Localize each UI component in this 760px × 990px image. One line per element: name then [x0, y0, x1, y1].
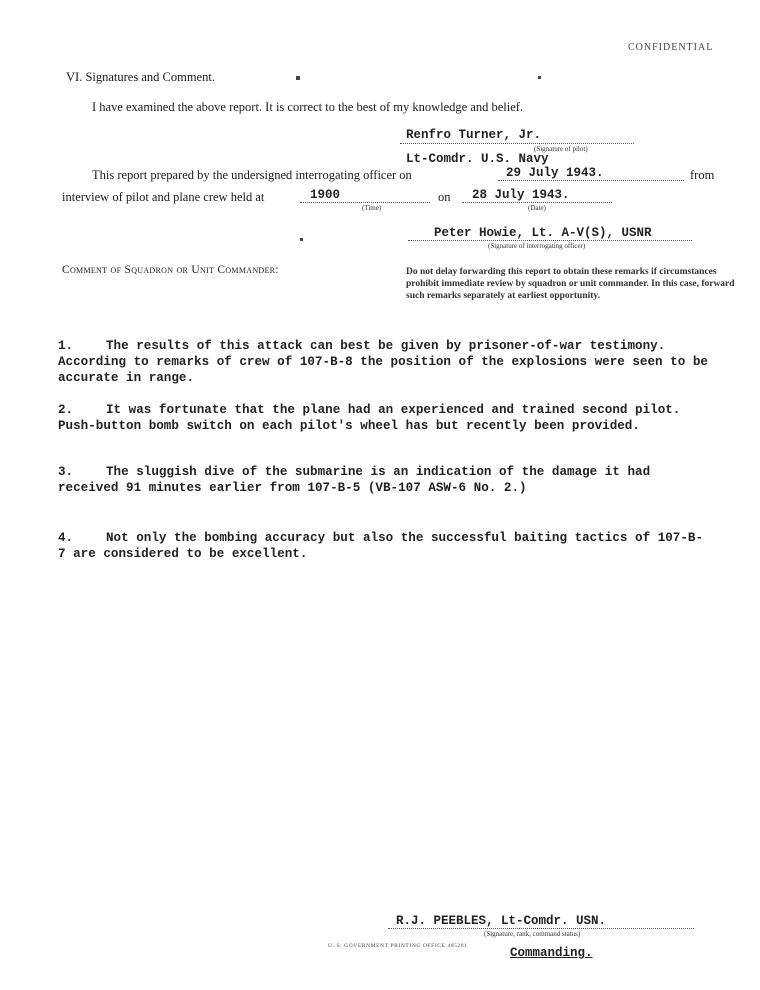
paragraph-4 [58, 530, 708, 562]
paragraph-1 [58, 338, 708, 386]
paragraph-number: 3. [58, 465, 74, 479]
prepared-by-text: This report prepared by the undersigned interrogating officer on [92, 168, 412, 182]
commander-comment-label: Comment of Squadron or Unit Commander: [62, 264, 279, 276]
interview-date: 28 July 1943. [472, 188, 570, 202]
paragraph-3 [58, 464, 708, 496]
paragraph-2 [58, 402, 708, 434]
paragraph-text: The sluggish dive of the submarine is an indication of the damage it had received 91 minutes earlier from 107-B-5 (VB-107 ASW-6 No. 2.) [58, 465, 651, 495]
paragraph-text: The results of this attack can best be given by prisoner-of-war testimony. According to remarks of crew of 107-B-8 the position of the explosions were seen to be accurate in range. [58, 339, 708, 385]
officer-signature-caption: (Signature of interrogating officer) [488, 242, 586, 250]
time-caption: (Time) [362, 204, 382, 212]
interview-date-line [462, 202, 612, 203]
interview-time-line [300, 202, 430, 203]
pilot-signature: Renfro Turner, Jr. [406, 128, 542, 142]
paragraph-text: Not only the bombing accuracy but also the successful baiting tactics of 107-B-7 are considered to be excellent. [58, 531, 704, 561]
pilot-signature-caption: (Signature of pilot) [534, 145, 588, 153]
date-caption: (Date) [528, 204, 546, 212]
interview-text: interview of pilot and plane crew held at [62, 190, 265, 204]
prepared-date: 29 July 1943. [506, 166, 604, 180]
mark-speck [296, 76, 300, 80]
commander-signature-line [388, 928, 694, 929]
forwarding-instruction: Do not delay forwarding this report to obtain these remarks if circumstances prohibit immediate review by squadron or unit commander. In this case, forward such remarks separately at earliest opportunity. [406, 267, 735, 301]
commanding-title: Commanding. [510, 946, 593, 960]
officer-signature-line [408, 240, 692, 241]
from-text: from [690, 168, 715, 182]
interview-time: 1900 [310, 188, 341, 202]
pilot-rank: Lt-Comdr. U.S. Navy [406, 152, 549, 166]
mark-speck [538, 76, 541, 79]
prepared-date-line [498, 180, 684, 181]
printing-office-imprint: U. S. GOVERNMENT PRINTING OFFICE 485281 [328, 943, 468, 949]
on-text: on [438, 190, 451, 204]
certification-statement: I have examined the above report. It is correct to the best of my knowledge and belief. [92, 100, 524, 114]
pilot-signature-line [400, 143, 634, 144]
mark-speck [300, 238, 303, 241]
paragraph-text: It was fortunate that the plane had an experienced and trained second pilot. Push-button bomb switch on each pilot's wheel has but recently been provided. [58, 403, 681, 433]
section-heading: VI. Signatures and Comment. [66, 70, 215, 84]
paragraph-number: 1. [58, 339, 74, 353]
commander-signature: R.J. PEEBLES, Lt-Comdr. USN. [396, 914, 607, 928]
officer-signature: Peter Howie, Lt. A-V(S), USNR [434, 226, 652, 240]
commander-signature-caption: (Signature, rank, command status) [484, 930, 581, 938]
paragraph-number: 2. [58, 403, 74, 417]
classification-stamp: CONFIDENTIAL [628, 42, 714, 53]
paragraph-number: 4. [58, 531, 74, 545]
